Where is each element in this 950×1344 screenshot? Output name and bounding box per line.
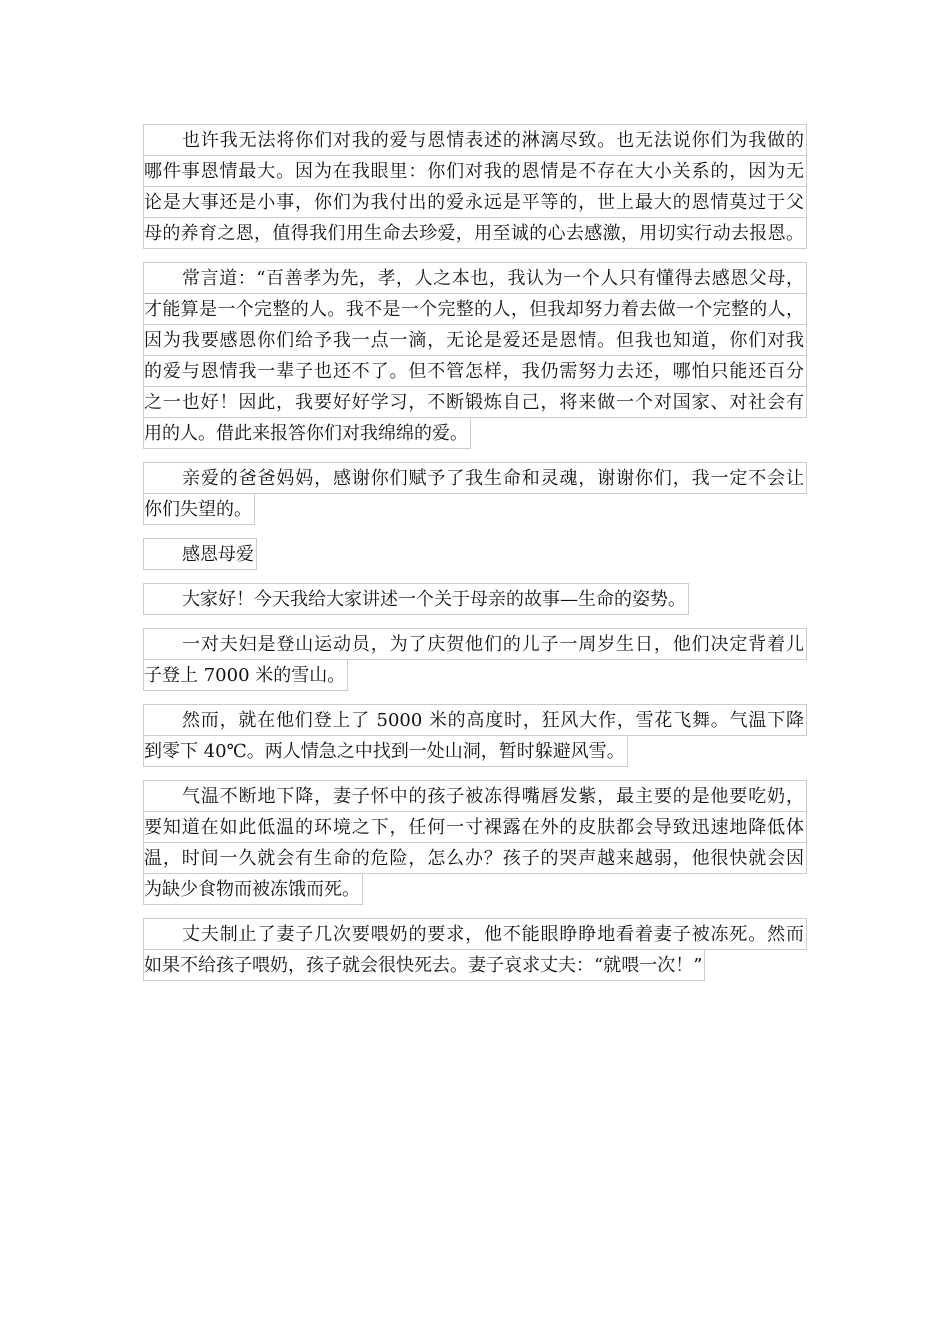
paragraph bbox=[143, 780, 807, 905]
paragraph bbox=[143, 124, 807, 249]
text-line: 大家好！今天我给大家讲述一个关于母亲的故事—生命的姿势。 bbox=[143, 583, 689, 615]
text-line: 温，时间一久就会有生命的危险，怎么办？孩子的哭声越来越弱，他很快就会因 bbox=[143, 842, 807, 874]
section-heading bbox=[143, 538, 807, 570]
text-line: 丈夫制止了妻子几次要喂奶的要求，他不能眼睁睁地看着妻子被冻死。然而 bbox=[143, 918, 807, 950]
text-line: 子登上 7000 米的雪山。 bbox=[143, 659, 348, 691]
paragraph bbox=[143, 918, 807, 981]
paragraph bbox=[143, 462, 807, 525]
text-line: 然而，就在他们登上了 5000 米的高度时，狂风大作，雪花飞舞。气温下降 bbox=[143, 704, 807, 736]
heading-line: 感恩母爱 bbox=[143, 538, 257, 570]
text-line: 常言道：“百善孝为先，孝，人之本也，我认为一个人只有懂得去感恩父母， bbox=[143, 262, 807, 294]
text-line: 你们失望的。 bbox=[143, 493, 255, 525]
text-line: 之一也好！因此，我要好好学习，不断锻炼自己，将来做一个对国家、对社会有 bbox=[143, 386, 807, 418]
text-line: 因为我要感恩你们给予我一点一滴，无论是爱还是恩情。但我也知道，你们对我 bbox=[143, 324, 807, 356]
text-line: 要知道在如此低温的环境之下，任何一寸裸露在外的皮肤都会导致迅速地降低体 bbox=[143, 811, 807, 843]
paragraph bbox=[143, 704, 807, 767]
text-line: 哪件事恩情最大。因为在我眼里：你们对我的恩情是不存在大小关系的，因为无 bbox=[143, 155, 807, 187]
text-line: 如果不给孩子喂奶，孩子就会很快死去。妻子哀求丈夫：“就喂一次！” bbox=[143, 949, 705, 981]
text-line: 的爱与恩情我一辈子也还不了。但不管怎样，我仍需努力去还，哪怕只能还百分 bbox=[143, 355, 807, 387]
paragraph bbox=[143, 262, 807, 449]
text-line: 也许我无法将你们对我的爱与恩情表述的淋漓尽致。也无法说你们为我做的 bbox=[143, 124, 807, 156]
text-line: 气温不断地下降，妻子怀中的孩子被冻得嘴唇发紫，最主要的是他要吃奶， bbox=[143, 780, 807, 812]
text-line: 母的养育之恩，值得我们用生命去珍爱，用至诚的心去感激，用切实行动去报恩。 bbox=[143, 217, 807, 249]
text-line: 论是大事还是小事，你们为我付出的爱永远是平等的，世上最大的恩情莫过于父 bbox=[143, 186, 807, 218]
text-line: 到零下 40℃。两人情急之中找到一处山洞，暂时躲避风雪。 bbox=[143, 735, 628, 767]
paragraph bbox=[143, 628, 807, 691]
text-line: 一对夫妇是登山运动员，为了庆贺他们的儿子一周岁生日，他们决定背着儿 bbox=[143, 628, 807, 660]
text-line: 为缺少食物而被冻饿而死。 bbox=[143, 873, 363, 905]
text-line: 亲爱的爸爸妈妈，感谢你们赋予了我生命和灵魂，谢谢你们，我一定不会让 bbox=[143, 462, 807, 494]
paragraph bbox=[143, 583, 807, 615]
text-line: 才能算是一个完整的人。我不是一个完整的人，但我却努力着去做一个完整的人， bbox=[143, 293, 807, 325]
document-body bbox=[143, 124, 807, 994]
text-line: 用的人。借此来报答你们对我绵绵的爱。 bbox=[143, 417, 471, 449]
